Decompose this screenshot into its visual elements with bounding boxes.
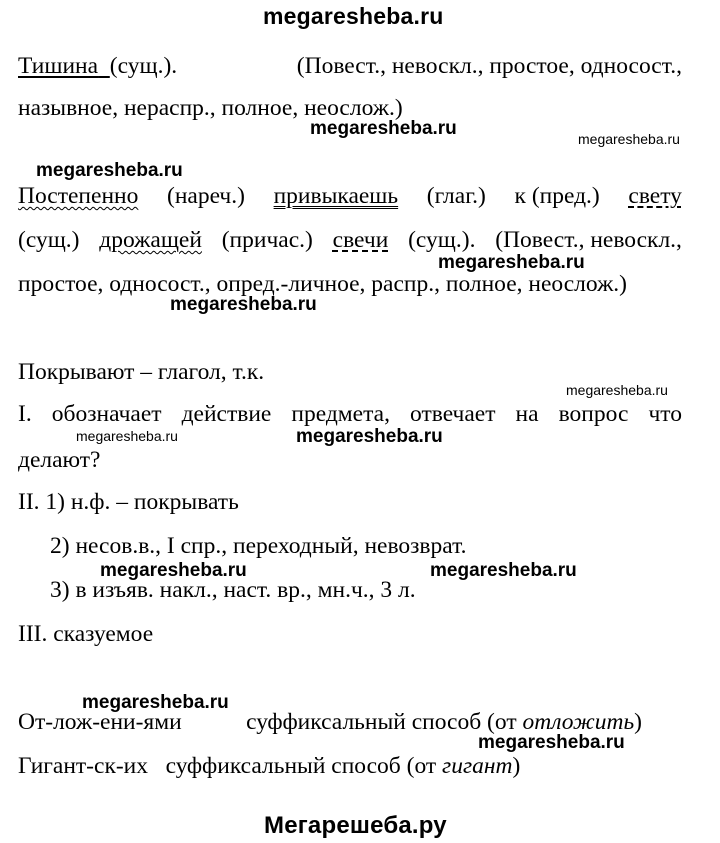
watermark: megaresheba.ru	[430, 560, 577, 581]
formation-method: суффиксальный способ (от	[246, 709, 517, 735]
paren: )	[512, 753, 521, 779]
watermark: megaresheba.ru	[478, 732, 625, 753]
footer-watermark: Мегарешеба.ру	[264, 812, 447, 839]
pos-label: (нареч.)	[167, 183, 245, 209]
word-noun: свечи	[332, 227, 389, 253]
pos-label: (пред.)	[531, 183, 600, 209]
watermark-small: megaresheba.ru	[76, 428, 178, 444]
analysis-point-2-sub2: 2) несов.в., I спр., переходный, невозврат.	[50, 533, 467, 559]
sentence1-line1	[18, 52, 682, 80]
pos-label: (глаг.)	[426, 183, 486, 209]
pos-label: (причас.)	[221, 227, 313, 253]
sentence2-characteristics: (Повест., невоскл.,	[495, 227, 682, 253]
watermark: megaresheba.ru	[100, 560, 247, 581]
sentence1-line2: назывное, нераспр., полное, неослож.)	[18, 95, 403, 121]
paren: )	[634, 709, 642, 735]
word-adverb: Постепенно	[18, 183, 139, 209]
analysis-point-1-cont: делают?	[18, 447, 101, 473]
pos-label: (сущ.)	[18, 227, 80, 253]
analysis-point-2: II. 1) н.ф. – покрывать	[18, 489, 239, 515]
header-watermark: megaresheba.ru	[263, 3, 444, 29]
watermark: megaresheba.ru	[82, 692, 229, 713]
watermark-small: megaresheba.ru	[566, 382, 668, 398]
subject-word: Тишина	[18, 53, 99, 79]
pos-label: (сущ.).	[408, 227, 476, 253]
morpheme-word: Гигант-ск-их	[18, 753, 149, 779]
word-participle: дрожащей	[99, 227, 202, 253]
morpheme-word: От-лож-ени-ями	[18, 709, 182, 735]
watermark: megaresheba.ru	[438, 252, 585, 273]
morpheme-row-2	[18, 752, 520, 780]
watermark: megaresheba.ru	[36, 160, 183, 181]
sentence2-line1	[18, 182, 682, 210]
word-preposition: к	[514, 183, 526, 209]
analysis-point-1: I. обозначает действие предмета, отвечает на вопрос что	[18, 401, 682, 427]
watermark: megaresheba.ru	[170, 294, 317, 315]
sentence2-line3: простое, односост., опред.-личное, распр., полное, неослож.)	[18, 271, 628, 297]
watermark: megaresheba.ru	[310, 118, 457, 139]
word-noun-object: свету	[628, 183, 682, 209]
sentence1-characteristics: (Повест., невоскл., простое, односост.,	[296, 53, 682, 79]
sentence2-line2	[18, 226, 682, 254]
source-word: отложить	[522, 709, 635, 735]
watermark-small: megaresheba.ru	[578, 131, 680, 147]
analysis-point-3: III. сказуемое	[18, 621, 154, 647]
source-word: гигант	[442, 753, 513, 779]
formation-method: суффиксальный способ (от	[165, 753, 437, 779]
subject-pos: (сущ.).	[109, 53, 178, 79]
analysis-point-2-sub3: 3) в изъяв. накл., наст. вр., мн.ч., 3 л.	[50, 577, 416, 603]
analysis-title: Покрывают – глагол, т.к.	[18, 359, 265, 385]
word-verb: привыкаешь	[273, 183, 399, 209]
watermark: megaresheba.ru	[296, 426, 443, 447]
